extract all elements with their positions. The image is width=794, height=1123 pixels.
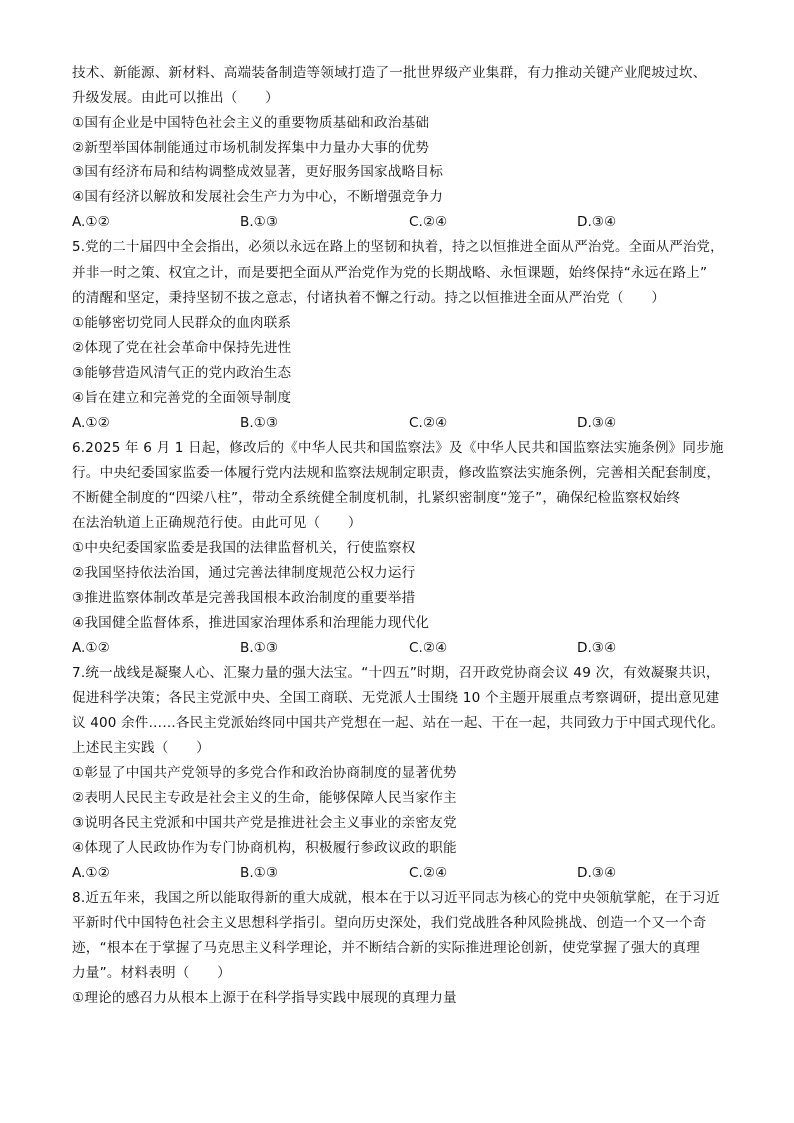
- option-c: C.②④: [409, 865, 448, 881]
- statement-item: ①中央纪委国家监委是我国的法律监督机关，行使监察权: [72, 540, 416, 556]
- option-d: D.③④: [577, 640, 617, 656]
- statement-item: ②新型举国体制能通过市场机制发挥集中力量办大事的优势: [72, 140, 430, 156]
- answer-options: [72, 864, 712, 882]
- answer-options: [72, 639, 712, 657]
- question-8-stem: 迹，“根本在于掌握了马克思主义科学理论，并不断结合新的实际推进理论创新，使党掌握了强大的真理: [72, 940, 700, 956]
- option-c: C.②④: [409, 415, 448, 431]
- option-c: C.②④: [409, 640, 448, 656]
- question-stem-line: 技术、新能源、新材料、高端装备制造等领域打造了一批世界级产业集群，有力推动关键产业爬坡过坎、: [72, 65, 707, 81]
- statement-item: ④旨在建立和完善党的全面领导制度: [72, 390, 292, 406]
- question-5-stem: 5.党的二十届四中全会指出，必须以永远在路上的坚韧和执着，持之以恒推进全面从严治党。全面从严治党，: [72, 239, 724, 255]
- question-6-stem: 不断健全制度的“四梁八柱”，带动全系统健全制度机制，扎紧织密制度“笼子”，确保纪检监察权始终: [72, 490, 681, 506]
- statement-item: ②表明人民民主专政是社会主义的生命，能够保障人民当家作主: [72, 790, 457, 806]
- option-b: B.①③: [240, 214, 279, 230]
- statement-item: ①彰显了中国共产党领导的多党合作和政治协商制度的显著优势: [72, 765, 457, 781]
- question-6-stem: 行。中央纪委国家监委一体履行党内法规和监察法规制定职责，修改监察法实施条例，完善相关配套制度，: [72, 465, 721, 481]
- question-8-stem: 平新时代中国特色社会主义思想科学指引。望向历史深处，我们党战胜各种风险挑战、创造一个又一个奇: [72, 915, 707, 931]
- option-a: A.①②: [72, 640, 110, 656]
- question-6-stem: 6.2025 年 6 月 1 日起，修改后的《中华人民共和国监察法》及《中华人民共和国监察法实施条例》同步施: [72, 440, 724, 456]
- option-a: A.①②: [72, 214, 110, 230]
- statement-item: ③国有经济布局和结构调整成效显著，更好服务国家战略目标: [72, 164, 444, 180]
- option-d: D.③④: [577, 415, 617, 431]
- statement-item: ①理论的感召力从根本上源于在科学指导实践中展现的真理力量: [72, 990, 457, 1006]
- option-a: A.①②: [72, 865, 110, 881]
- question-7-stem: 上述民主实践（ ）: [72, 740, 210, 756]
- question-8-stem: 8.近五年来，我国之所以能取得新的重大成就，根本在于以习近平同志为核心的党中央领航掌舵，在于习近: [72, 890, 720, 906]
- option-b: B.①③: [240, 865, 279, 881]
- statement-item: ①国有企业是中国特色社会主义的重要物质基础和政治基础: [72, 115, 430, 131]
- option-b: B.①③: [240, 415, 279, 431]
- question-6-stem: 在法治轨道上正确规范行使。由此可见（ ）: [72, 515, 362, 531]
- question-7-stem: 7.统一战线是凝聚人心、汇聚力量的强大法宝。“十四五”时期，召开政党协商会议 49 次，有效凝聚共识，: [72, 665, 720, 681]
- option-c: C.②④: [409, 214, 448, 230]
- answer-options: [72, 213, 712, 231]
- answer-options: [72, 414, 712, 432]
- statement-item: ②我国坚持依法治国，通过完善法律制度规范公权力运行: [72, 565, 416, 581]
- option-d: D.③④: [577, 214, 617, 230]
- statement-item: ③说明各民主党派和中国共产党是推进社会主义事业的亲密友党: [72, 815, 457, 831]
- question-stem-line: 升级发展。由此可以推出（ ）: [72, 90, 279, 106]
- option-d: D.③④: [577, 865, 617, 881]
- question-5-stem: 的清醒和坚定，秉持坚韧不拔之意志，付诸执着不懈之行动。持之以恒推进全面从严治党（ ）: [72, 290, 666, 306]
- statement-item: ③推进监察体制改革是完善我国根本政治制度的重要举措: [72, 590, 416, 606]
- option-a: A.①②: [72, 415, 110, 431]
- question-7-stem: 议 400 余件……各民主党派始终同中国共产党想在一起、站在一起、干在一起，共同致力于中国式现代化。: [72, 715, 725, 731]
- statement-item: ④国有经济以解放和发展社会生产力为中心，不断增强竞争力: [72, 189, 444, 205]
- question-7-stem: 促进科学决策；各民主党派中央、全国工商联、无党派人士围绕 10 个主题开展重点考察调研，提出意见建: [72, 690, 720, 706]
- option-b: B.①③: [240, 640, 279, 656]
- statement-item: ②体现了党在社会革命中保持先进性: [72, 340, 292, 356]
- question-5-stem: 并非一时之策、权宜之计，而是要把全面从严治党作为党的长期战略、永恒课题，始终保持“永远在路上”: [72, 265, 708, 281]
- question-8-stem: 力量”。材料表明（ ）: [72, 965, 231, 981]
- statement-item: ③能够营造风清气正的党内政治生态: [72, 365, 292, 381]
- statement-item: ④体现了人民政协作为专门协商机构，积极履行参政议政的职能: [72, 840, 457, 856]
- statement-item: ④我国健全监督体系，推进国家治理体系和治理能力现代化: [72, 615, 430, 631]
- statement-item: ①能够密切党同人民群众的血肉联系: [72, 315, 292, 331]
